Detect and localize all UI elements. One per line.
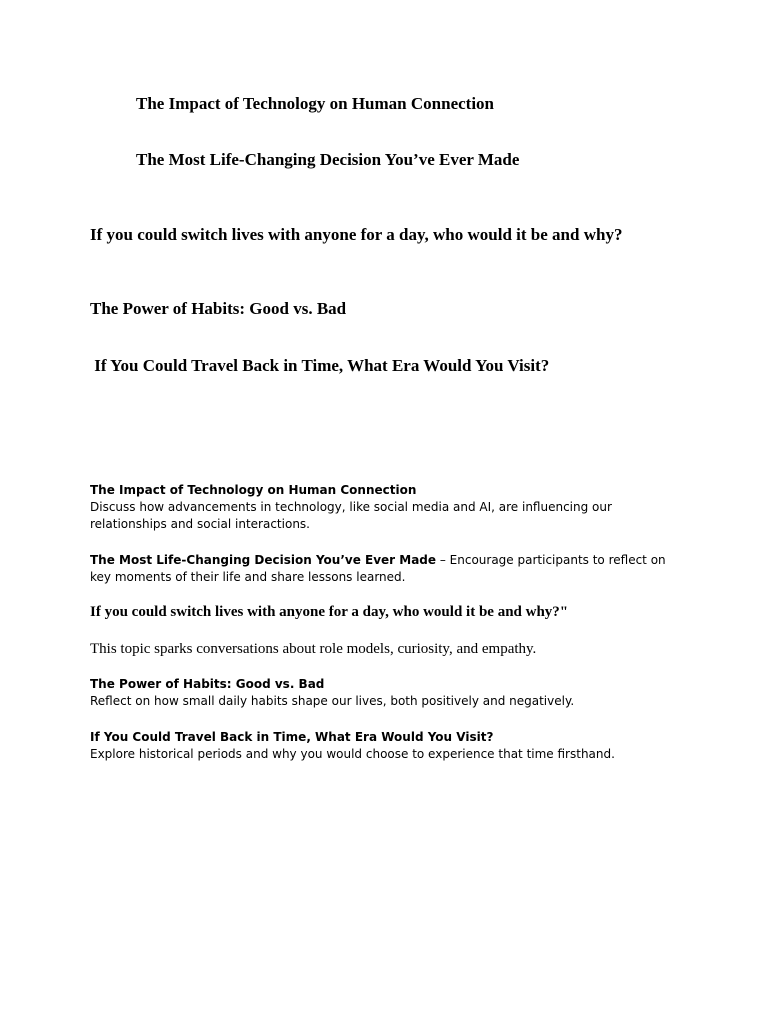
heading-technology-connection: The Impact of Technology on Human Connection xyxy=(136,94,494,113)
detail-body: Explore historical periods and why you would choose to experience that time firsthand. xyxy=(90,747,615,761)
detail-body: Reflect on how small daily habits shape our lives, both positively and negatively. xyxy=(90,694,575,708)
detail-title: The Impact of Technology on Human Connection xyxy=(90,483,417,497)
heading-life-changing-decision: The Most Life-Changing Decision You’ve Ever Made xyxy=(136,150,520,169)
detail-body: – Encourage participants to reflect on key moments of their life and share lessons learned. xyxy=(90,553,666,584)
detail-life-changing-decision xyxy=(90,552,690,586)
detail-title: The Most Life-Changing Decision You’ve Ever Made xyxy=(90,553,437,567)
heading-switch-lives: If you could switch lives with anyone for a day, who would it be and why? xyxy=(90,225,623,244)
detail-travel-back-in-time xyxy=(90,729,690,763)
detail-body: Discuss how advancements in technology, like social media and AI, are influencing our relationships and social interactions. xyxy=(90,500,612,531)
detail-switch-lives-title: If you could switch lives with anyone for a day, who would it be and why?" xyxy=(90,604,569,620)
heading-power-of-habits: The Power of Habits: Good vs. Bad xyxy=(90,299,347,318)
detail-title: The Power of Habits: Good vs. Bad xyxy=(90,677,325,691)
detail-title: If You Could Travel Back in Time, What Era Would You Visit? xyxy=(90,730,494,744)
detail-power-of-habits xyxy=(90,676,690,710)
detail-switch-lives-body: This topic sparks conversations about role models, curiosity, and empathy. xyxy=(90,641,537,657)
detail-technology-connection xyxy=(90,482,690,533)
heading-travel-back-in-time: If You Could Travel Back in Time, What Era Would You Visit? xyxy=(90,356,550,375)
